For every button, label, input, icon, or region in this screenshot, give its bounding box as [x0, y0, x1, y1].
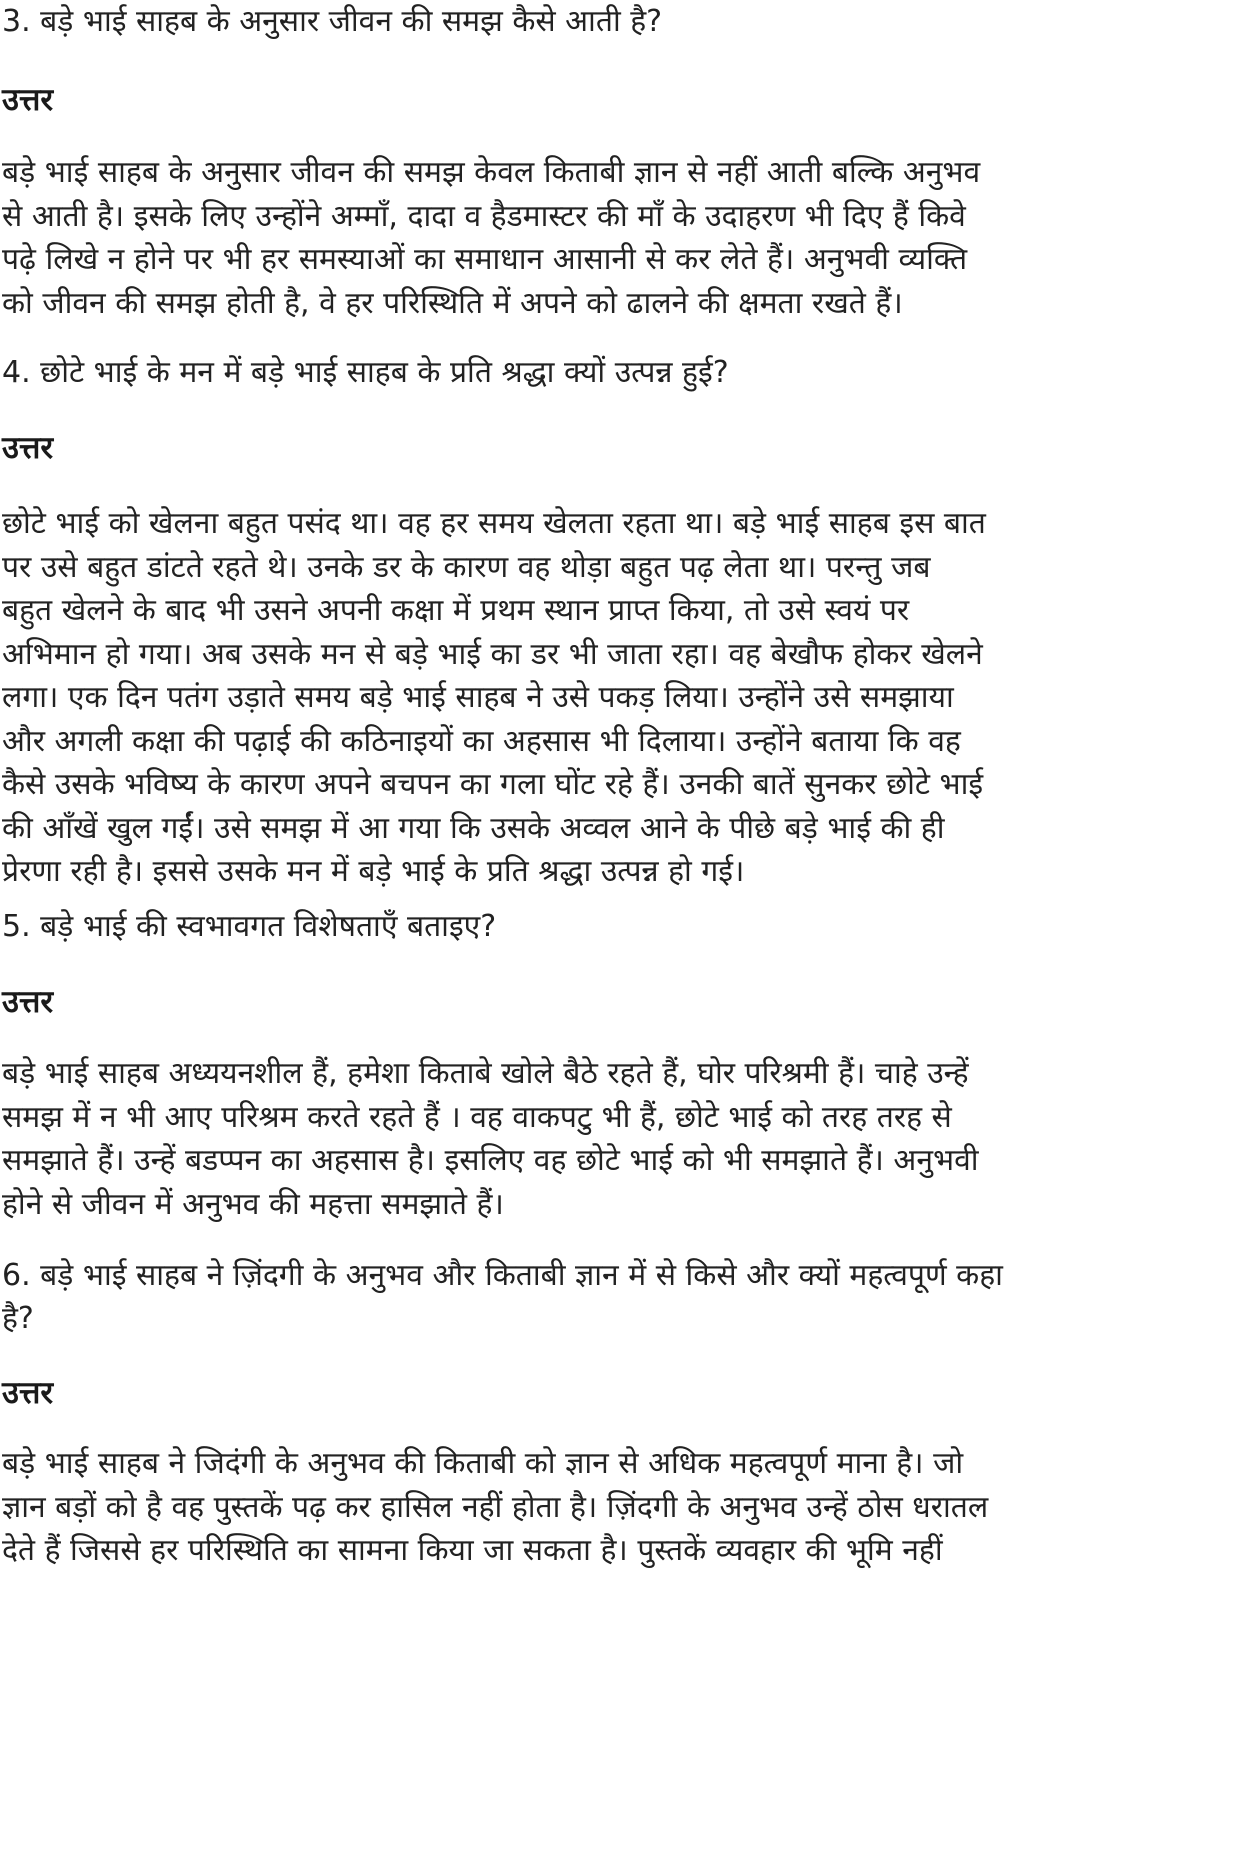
answer-line: बहुत खेलने के बाद भी उसने अपनी कक्षा में प्रथम स्थान प्राप्त किया, तो उसे स्वयं पर [2, 593, 910, 628]
answer-line: समझाते हैं। उन्हें बडप्पन का अहसास है। इसलिए वह छोटे भाई को भी समझाते हैं। अनुभवी [2, 1143, 979, 1178]
answer-line: कैसे उसके भविष्य के कारण अपने बचपन का गला घोंट रहे हैं। उनकी बातें सुनकर छोटे भाई [2, 767, 984, 802]
answer-line: बड़े भाई साहब के अनुसार जीवन की समझ केवल किताबी ज्ञान से नहीं आती बल्कि अनुभव [2, 155, 981, 190]
answer-3 [2, 151, 980, 325]
answer-4 [2, 502, 986, 894]
answer-6 [2, 1442, 988, 1573]
answer-line: की आँखें खुल गईं। उसे समझ में आ गया कि उसके अव्वल आने के पीछे बड़े भाई की ही [2, 810, 945, 846]
question-5: 5. बड़े भाई की स्वभावगत विशेषताएँ बताइए? [2, 909, 497, 944]
answer-heading-4: उत्तर [2, 430, 54, 466]
question-4: 4. छोटे भाई के मन में बड़े भाई साहब के प्रति श्रद्धा क्यों उत्पन्न हुई? [2, 355, 729, 390]
answer-line: बड़े भाई साहब अध्ययनशील हैं, हमेशा किताबे खोले बैठे रहते हैं, घोर परिश्रमी हैं। चाहे उन्हें [2, 1056, 969, 1091]
answer-line: को जीवन की समझ होती है, वे हर परिस्थिति में अपने को ढालने की क्षमता रखते हैं। [2, 285, 903, 321]
answer-5 [2, 1052, 979, 1226]
question-6 [2, 1254, 1003, 1340]
answer-line: प्रेरणा रही है। इससे उसके मन में बड़े भाई के प्रति श्रद्धा उत्पन्न हो गई। [2, 854, 745, 889]
answer-line: अभिमान हो गया। अब उसके मन से बड़े भाई का डर भी जाता रहा। वह बेखौफ होकर खेलने [2, 636, 983, 672]
answer-heading-3: उत्तर [2, 82, 54, 118]
answer-line: और अगली कक्षा की पढ़ाई की कठिनाइयों का अहसास भी दिलाया। उन्होंने बताया कि वह [2, 723, 961, 759]
answer-line: समझ में न भी आए परिश्रम करते रहते हैं । वह वाकपटु भी हैं, छोटे भाई को तरह तरह से [2, 1099, 952, 1135]
answer-line: ज्ञान बड़ों को है वह पुस्तकें पढ़ कर हासिल नहीं होता है। ज़िंदगी के अनुभव उन्हें ठोस धरातल [2, 1489, 989, 1525]
answer-heading-5: उत्तर [2, 984, 54, 1020]
answer-heading-6: उत्तर [2, 1375, 54, 1411]
answer-line: देते हैं जिससे हर परिस्थिति का सामना किया जा सकता है। पुस्तकें व्यवहार की भूमि नहीं [2, 1533, 943, 1568]
answer-line: पढ़े लिखे न होने पर भी हर समस्याओं का समाधान आसानी से कर लेते हैं। अनुभवी व्यक्ति [2, 242, 968, 277]
answer-line: बड़े भाई साहब ने जिदंगी के अनुभव की किताबी को ज्ञान से अधिक महत्वपूर्ण माना है। जो [2, 1446, 964, 1481]
answer-line: पर उसे बहुत डांटते रहते थे। उनके डर के कारण वह थोड़ा बहुत पढ़ लेता था। परन्तु जब [2, 549, 931, 585]
question-3: 3. बड़े भाई साहब के अनुसार जीवन की समझ कैसे आती है? [2, 4, 663, 39]
answer-line: से आती है। इसके लिए उन्होंने अम्माँ, दादा व हैडमास्टर की माँ के उदाहरण भी दिए हैं किवे [2, 198, 966, 234]
answer-line: लगा। एक दिन पतंग उड़ाते समय बड़े भाई साहब ने उसे पकड़ लिया। उन्होंने उसे समझाया [2, 680, 954, 715]
question-line: है? [2, 1301, 34, 1336]
answer-line: छोटे भाई को खेलना बहुत पसंद था। वह हर समय खेलता रहता था। बड़े भाई साहब इस बात [2, 506, 986, 541]
answer-line: होने से जीवन में अनुभव की महत्ता समझाते हैं। [2, 1186, 504, 1222]
question-line: 6. बड़े भाई साहब ने ज़िंदगी के अनुभव और किताबी ज्ञान में से किसे और क्यों महत्वपूर्ण कहा [2, 1258, 1003, 1293]
